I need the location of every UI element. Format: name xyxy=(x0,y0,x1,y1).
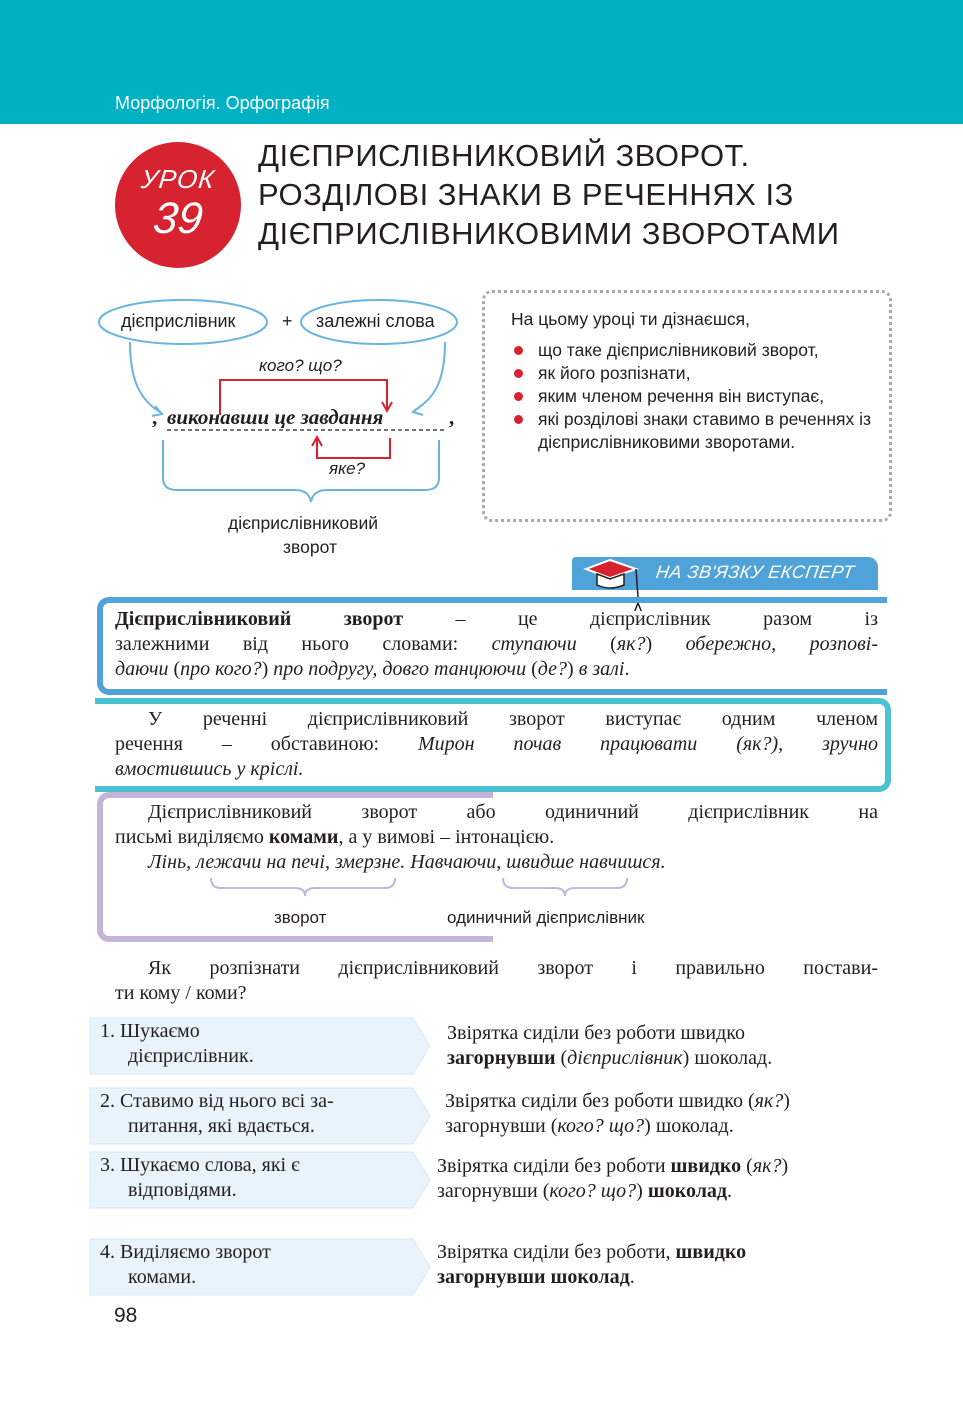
example-1: Звірятка сиділи без роботи швидко загорнувши (дієприслівник) шоколад. xyxy=(447,1022,773,1069)
punctuation-text: , а у вимові – інтонацією. xyxy=(338,826,555,848)
left-arrow xyxy=(130,342,160,412)
example-4: Звірятка сиділи без роботи, швидко загорнувши шоколад. xyxy=(437,1241,747,1288)
punctuation-paragraph xyxy=(115,800,878,875)
definition-example: ступаючи xyxy=(491,633,577,655)
lesson-title-line: ДІЄПРИСЛІВНИКОВИЙ ЗВОРОТ. xyxy=(258,138,750,173)
step-1 xyxy=(88,1016,428,1072)
definition-example: обережно, розпові- xyxy=(685,633,879,655)
question-text: ти кому / коми? xyxy=(115,982,247,1004)
definition-question: де? xyxy=(537,658,568,680)
definition-question: як? xyxy=(616,633,646,655)
punctuation-keyword: комами xyxy=(268,826,339,848)
definition-text: ) xyxy=(645,633,686,655)
definition-example: даючи xyxy=(115,658,169,680)
diagram-caption-line1: дієприслівниковий xyxy=(228,513,379,533)
punctuation-example: Лінь, лежачи на печі, змерзне. Навчаючи, швидше навчишся. xyxy=(148,851,666,873)
member-text: У реченні дієприслівниковий зворот виступає одним членом xyxy=(148,708,878,730)
question-bottom: яке? xyxy=(329,459,366,478)
goals-list-item: які розділові знаки ставимо в реченнях із дієприслівниковими зворотами. xyxy=(511,408,883,454)
page-number: 98 xyxy=(114,1304,138,1327)
definition-text: ) xyxy=(567,658,579,680)
question-arrow-bottom xyxy=(317,438,390,458)
expert-tab xyxy=(572,557,878,590)
goals-intro: На цьому уроці ти дізнаєшся, xyxy=(511,309,750,329)
diagram-comma-left: , xyxy=(152,405,158,429)
definition-text: ( xyxy=(168,658,181,680)
definition-question: про кого? xyxy=(180,658,262,680)
example-2: Звірятка сиділи без роботи швидко (як?) загорнувши (кого? що?) шоколад. xyxy=(445,1090,790,1137)
brace-label-single: одиничний дієприслівник xyxy=(447,908,645,927)
definition-example: про подругу, довго танцюючи xyxy=(273,658,527,680)
brace-label-phrase: зворот xyxy=(274,908,327,927)
step-2 xyxy=(88,1086,428,1142)
lesson-title-line: РОЗДІЛОВІ ЗНАКИ В РЕЧЕННЯХ ІЗ xyxy=(258,177,794,212)
goals-list xyxy=(511,339,883,454)
question-text: Як розпізнати дієприслівниковий зворот і правильно постави- xyxy=(148,957,878,979)
lesson-badge-word: УРОК xyxy=(139,164,217,194)
step-text: 3. Шукаємо слова, які є відповідями. xyxy=(100,1154,300,1201)
definition-paragraph xyxy=(115,607,878,682)
punctuation-braces xyxy=(205,874,635,904)
lesson-title xyxy=(258,136,948,253)
step-4 xyxy=(88,1237,428,1293)
definition-text: ( xyxy=(526,658,538,680)
left-pill-label: дієприслівник xyxy=(121,311,236,331)
expert-tab-label: НА ЗВ'ЯЗКУ ЕКСПЕРТ xyxy=(654,562,856,582)
goals-list-item: яким членом речення він виступає, xyxy=(511,385,883,408)
lesson-badge xyxy=(115,142,241,268)
member-example: Мирон почав працювати (як?), зручно xyxy=(418,733,879,755)
question-top: кого? що? xyxy=(259,356,342,375)
goals-list-item: що таке дієприслівниковий зворот, xyxy=(511,339,883,362)
member-example: вмостившись у кріслі. xyxy=(115,758,304,780)
question-paragraph xyxy=(115,956,878,1006)
phrase-brace xyxy=(163,440,439,502)
definition-term: Дієприслівниковий зворот xyxy=(115,608,404,630)
goals-list-item: як його розпізнати, xyxy=(511,362,883,385)
definition-text: ( xyxy=(576,633,617,655)
step-text: 1. Шукаємо дієприслівник. xyxy=(100,1020,254,1067)
definition-text: – це дієприслівник разом із xyxy=(403,608,878,630)
right-pill-label: залежні слова xyxy=(316,311,435,331)
punctuation-text: Дієприслівниковий зворот або одиничний дієприслівник на xyxy=(148,801,878,823)
punctuation-text: письмі виділяємо xyxy=(115,826,269,848)
definition-text: ) xyxy=(261,658,274,680)
step-text: 4. Виділяємо зворот комами. xyxy=(100,1241,271,1288)
diagram-caption-line2: зворот xyxy=(283,537,337,557)
lesson-badge-number: 39 xyxy=(150,194,206,243)
right-arrow xyxy=(415,342,445,410)
diagram-phrase: виконавши це завдання xyxy=(167,405,384,429)
member-text: речення – обставиною: xyxy=(115,733,419,755)
step-3 xyxy=(88,1150,428,1206)
definition-text: залежними від нього словами: xyxy=(115,633,492,655)
goals-box xyxy=(482,290,892,522)
member-paragraph xyxy=(115,707,878,782)
section-label: Морфологія. Орфографія xyxy=(115,93,330,113)
lesson-title-line: ДІЄПРИСЛІВНИКОВИМИ ЗВОРОТАМИ xyxy=(258,216,840,251)
definition-text: . xyxy=(624,658,630,680)
diagram-comma-right: , xyxy=(449,405,455,429)
example-3: Звірятка сиділи без роботи швидко (як?) загорнувши (кого? що?) шоколад. xyxy=(437,1155,789,1202)
plus-sign: + xyxy=(282,311,293,331)
step-text: 2. Ставимо від нього всі за- питання, які вдається. xyxy=(100,1090,334,1137)
definition-example: в залі xyxy=(578,658,625,680)
